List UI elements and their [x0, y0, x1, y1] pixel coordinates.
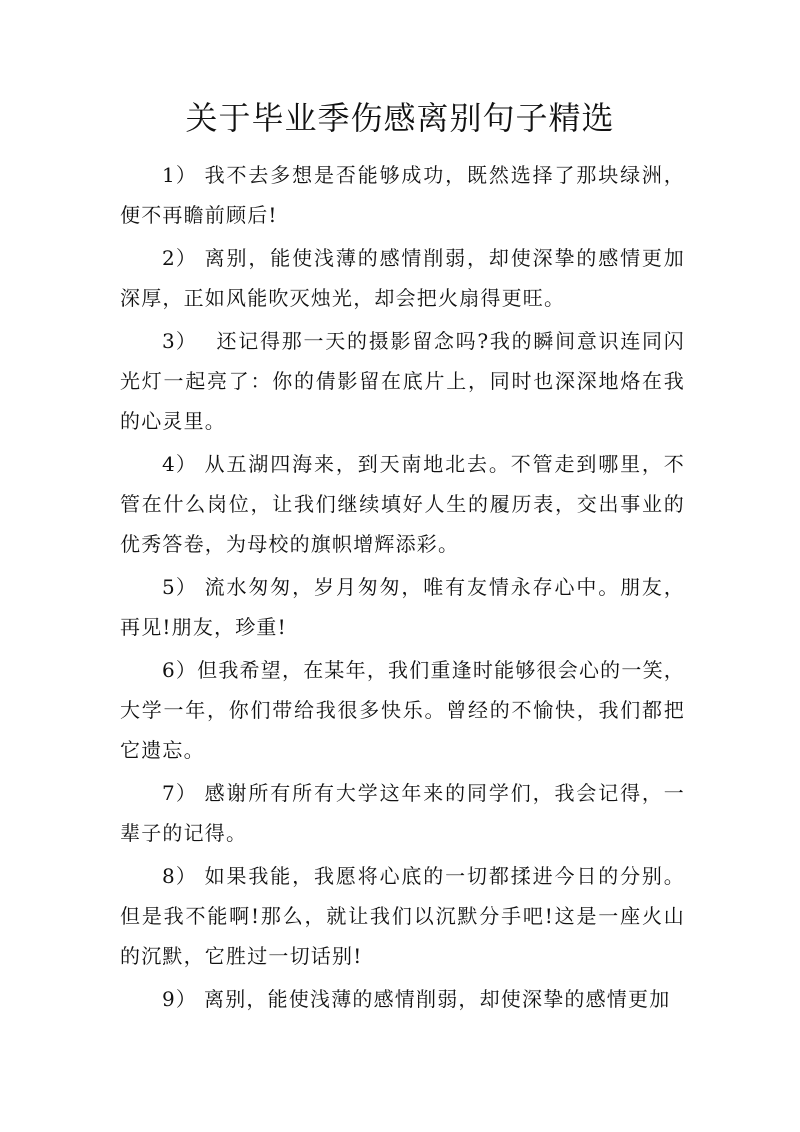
item-number: 5） — [162, 575, 198, 599]
document-body — [120, 155, 685, 1022]
item-text: 还记得那一天的摄影留念吗?我的瞬间意识连同闪光灯一起亮了：你的倩影留在底片上，同时也深深地烙在我的心灵里。 — [120, 329, 685, 433]
item-number: 9） — [162, 987, 198, 1011]
list-item — [120, 567, 685, 647]
item-text: 流水匆匆，岁月匆匆，唯有友情永存心中。朋友，再见!朋友，珍重! — [120, 575, 685, 639]
item-number: 2） — [162, 246, 198, 270]
list-item — [120, 650, 685, 770]
document-title: 关于毕业季伤感离别句子精选 — [185, 99, 615, 137]
list-item — [120, 321, 685, 441]
item-number: 1） — [162, 163, 198, 187]
item-number: 8） — [162, 864, 198, 888]
item-text: 但我希望，在某年，我们重逢时能够很会心的一笑，大学一年，你们带给我很多快乐。曾经的不愉快，我们都把它遗忘。 — [120, 658, 685, 762]
list-item — [120, 155, 685, 235]
item-number: 6） — [162, 658, 198, 682]
item-text: 从五湖四海来，到天南地北去。不管走到哪里，不管在什么岗位，让我们继续填好人生的履历表，交出事业的优秀答卷，为母校的旗帜增辉添彩。 — [120, 452, 685, 556]
item-text: 离别，能使浅薄的感情削弱，却使深挚的感情更加深厚，正如风能吹灭烛光，却会把火扇得更旺。 — [120, 246, 685, 310]
list-item — [120, 444, 685, 564]
list-item — [120, 773, 685, 853]
item-number: 4） — [162, 452, 198, 476]
list-item — [120, 979, 685, 1019]
item-number: 7） — [162, 781, 198, 805]
list-item — [120, 238, 685, 318]
item-text: 如果我能，我愿将心底的一切都揉进今日的分别。但是我不能啊!那么，就让我们以沉默分手吧!这是一座火山的沉默，它胜过一切话别! — [120, 864, 685, 968]
list-item — [120, 856, 685, 976]
item-text: 离别，能使浅薄的感情削弱，却使深挚的感情更加 — [204, 987, 671, 1011]
item-text: 我不去多想是否能够成功，既然选择了那块绿洲，便不再瞻前顾后! — [120, 163, 685, 227]
item-text: 感谢所有所有大学这年来的同学们，我会记得，一辈子的记得。 — [120, 781, 685, 845]
item-number: 3） — [162, 329, 198, 353]
